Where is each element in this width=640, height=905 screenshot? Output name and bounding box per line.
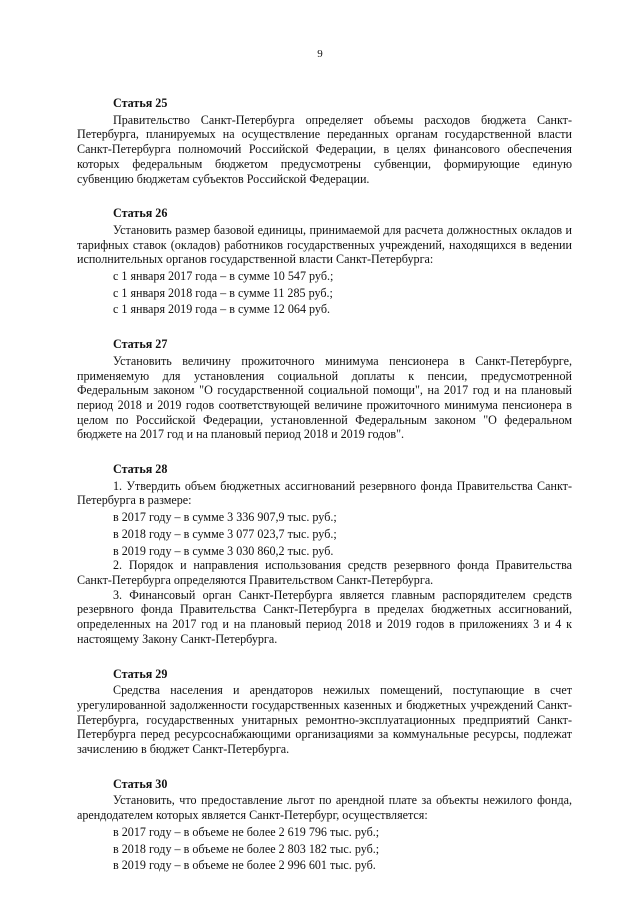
amount-line: в 2017 году – в объеме не более 2 619 796 тыс. руб.;: [113, 824, 380, 839]
article-30: [77, 777, 572, 873]
article-paragraph: Средства населения и арендаторов нежилых помещений, поступающие в счет урегулированной задолженности государственных казенных и бюджетных учреждений Санкт-Петербурга, государственных унитарных ремонтно-эксплуатационных предприятий Санкт-Петербурга перед ресурсоснабжающими организациями за коммунальные ресурсы, подлежат зачислению в бюджет Санкт-Петербурга.: [77, 683, 572, 757]
article-27: [77, 337, 572, 442]
article-paragraph: Установить размер базовой единицы, принимаемой для расчета должностных окладов и тарифных ставок (окладов) работников государственных учреждений, находящихся в ведении исполнительных органов государственной власти Санкт-Петербурга:: [77, 222, 572, 267]
article-title: Статья 29: [113, 666, 168, 681]
article-paragraph: 2. Порядок и направления использования средств резервного фонда Правительства Санкт-Петербурга определяются Правительством Санкт-Петербурга.: [77, 558, 572, 587]
article-title: Статья 25: [113, 96, 168, 110]
page-number: 9: [317, 48, 323, 60]
article-paragraph: 3. Финансовый орган Санкт-Петербурга является главным распорядителем средств резервного фонда Правительства Санкт-Петербурга в пределах бюджетных ассигнований, определенных на 2017 год и на плановый период 2018 и 2019 годов в приложениях 3 и 4 к настоящему Закону Санкт-Петербурга.: [77, 587, 572, 646]
document-body: [77, 96, 572, 893]
article-title: Статья 30: [113, 776, 168, 791]
article-29: [77, 667, 572, 757]
amount-line: в 2017 году – в сумме 3 336 907,9 тыс. руб.;: [113, 510, 337, 525]
amount-line: в 2019 году – в сумме 3 030 860,2 тыс. руб.: [113, 543, 334, 558]
amount-line: в 2018 году – в объеме не более 2 803 182 тыс. руб.;: [113, 841, 380, 856]
amount-line: с 1 января 2017 года – в сумме 10 547 руб.;: [113, 269, 334, 284]
amount-line: в 2019 году – в объеме не более 2 996 601 тыс. руб.: [113, 858, 376, 873]
amount-line: с 1 января 2019 года – в сумме 12 064 руб.: [113, 302, 330, 317]
article-paragraph: Правительство Санкт-Петербурга определяет объемы расходов бюджета Санкт-Петербурга, планируемых на осуществление переданных органам государственной власти Санкт-Петербурга полномочий Российской Федерации, в целях финансового обеспечения которых федеральным бюджетом предусмотрены субвенции, формирующие единую субвенцию бюджетам субъектов Российской Федерации.: [77, 112, 572, 186]
article-paragraph: Установить величину прожиточного минимума пенсионера в Санкт-Петербурге, применяемую для установления социальной доплаты к пенсии, предусмотренной Федеральным законом "О государственной социальной помощи", на 2017 год и на плановый период 2018 и 2019 годов соответствующей величине прожиточного минимума пенсионера в целом по Российской Федерации, установленной Федеральным законом "О федеральном бюджете на 2017 год и на плановый период 2018 и 2019 годов".: [77, 353, 572, 442]
amount-line: с 1 января 2018 года – в сумме 11 285 руб.;: [113, 285, 333, 300]
article-title: Статья 27: [113, 337, 168, 352]
article-title: Статья 28: [113, 462, 168, 477]
amount-line: в 2018 году – в сумме 3 077 023,7 тыс. руб.;: [113, 526, 337, 541]
article-paragraph: Установить, что предоставление льгот по арендной плате за объекты нежилого фонда, арендодателем которых является Санкт-Петербург, осуществляется:: [77, 793, 572, 823]
article-26: [77, 206, 572, 317]
article-paragraph: 1. Утвердить объем бюджетных ассигнований резервного фонда Правительства Санкт-Петербурга в размере:: [77, 478, 572, 508]
article-title: Статья 26: [113, 206, 168, 221]
article-28: [77, 462, 572, 646]
article-25: [77, 96, 572, 186]
